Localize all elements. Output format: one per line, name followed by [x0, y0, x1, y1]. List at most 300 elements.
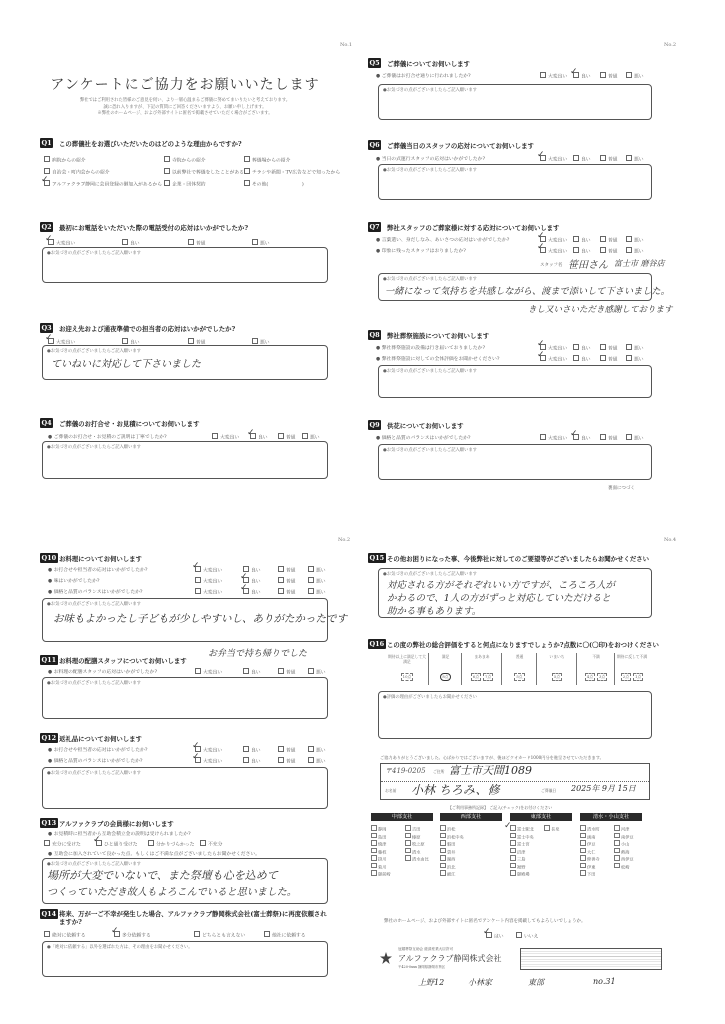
option-label: 悪い: [634, 157, 644, 163]
branch-checkbox[interactable]: 細江: [440, 870, 455, 878]
branch-checkbox[interactable]: 長泉: [544, 825, 559, 833]
score-option[interactable]: 8点: [442, 674, 449, 679]
option-label: 良い: [251, 568, 261, 574]
reason-checkbox[interactable]: [164, 168, 244, 176]
option-label: 分かりづらかった: [156, 842, 195, 848]
comment-box[interactable]: [378, 568, 652, 618]
branch-checkbox[interactable]: 松崎: [614, 863, 629, 871]
rating-checkbox[interactable]: [192, 561, 223, 574]
rating-checkbox[interactable]: [540, 72, 567, 80]
branch-checkbox[interactable]: 磐田: [440, 840, 455, 848]
handwritten-comment: ていねいに対応して下さいました: [51, 359, 201, 370]
branch-header: 中部支社: [371, 813, 433, 821]
comment-box[interactable]: [378, 691, 652, 739]
explanation-checkbox[interactable]: [44, 840, 81, 848]
comment-box-label: ●お気づきの点がございましたらご記入願います: [47, 349, 141, 354]
option-label: 良い: [251, 670, 261, 676]
rating-checkbox[interactable]: [626, 155, 644, 163]
reason-checkbox[interactable]: [164, 180, 206, 188]
score-option[interactable]: 4点: [586, 674, 593, 679]
branch-checkbox[interactable]: 小山: [614, 840, 629, 848]
comment-box[interactable]: [378, 84, 652, 120]
rating-checkbox[interactable]: [247, 428, 268, 441]
score-label: 満足: [441, 654, 450, 659]
question-text: この葬儀社をお選びいただいたのはどのような理由からですか?: [59, 140, 242, 148]
comment-box[interactable]: [42, 941, 328, 977]
branch-checkbox[interactable]: 榛原: [405, 833, 420, 841]
score-option[interactable]: 1点: [635, 674, 642, 679]
option-label: 普通: [608, 74, 618, 80]
check-mark-icon: ✓: [537, 242, 545, 252]
comment-box[interactable]: [378, 365, 652, 398]
score-label: 期待以上に満足して大満足: [388, 654, 426, 664]
branch-checkbox[interactable]: 沼津: [510, 848, 525, 856]
rating-checkbox[interactable]: [537, 150, 568, 163]
rating-checkbox[interactable]: [243, 668, 261, 676]
score-label: 期待に反して不満: [616, 654, 648, 659]
option-label: 企業・団体契約: [172, 182, 206, 188]
rating-checkbox[interactable]: [278, 746, 296, 754]
option-label: 良い: [581, 157, 591, 163]
question-number-badge: Q4: [41, 419, 52, 427]
branch-checkbox[interactable]: 裾野: [510, 863, 525, 871]
rating-checkbox[interactable]: [45, 234, 76, 247]
reason-checkbox[interactable]: [244, 168, 340, 176]
rating-checkbox[interactable]: [626, 344, 644, 352]
rating-checkbox[interactable]: [195, 588, 222, 596]
company-address: 〒420-0xxx 静岡県静岡市葵区: [398, 965, 446, 969]
check-mark-icon: ✓: [537, 350, 545, 360]
option-label: 悪い: [316, 590, 326, 596]
intro-text: 誠に恐れ入りますが、下記の質問にご回答くださいますよう、お願い申し上げます。: [103, 104, 267, 110]
branch-checkbox[interactable]: 下田: [580, 870, 595, 878]
explanation-checkbox[interactable]: [93, 835, 138, 848]
option-label: 以前弊社で葬儀をしたことがある: [172, 170, 244, 176]
check-mark-icon: ✓: [240, 572, 248, 582]
rating-checkbox[interactable]: [192, 752, 223, 765]
rating-checkbox[interactable]: [212, 433, 239, 441]
branch-checkbox[interactable]: 浜松中央: [440, 833, 464, 841]
handwritten-comment: 場所が大変でいないで、また祭壇も心を込めて: [47, 869, 278, 882]
survey-title: アンケートにご協力をお願いいたします: [50, 77, 320, 93]
question-text: 返礼品についてお伺いします: [59, 735, 142, 743]
handwritten-comment: つくっていただき故人もよろこんでいると思いました。: [47, 887, 297, 898]
company-sub: 冠婚葬祭互助会 経済産業大臣許可: [398, 947, 454, 951]
score-column: [614, 653, 649, 685]
rating-checkbox[interactable]: [570, 67, 591, 80]
branch-checkbox[interactable]: 伊東: [580, 863, 595, 871]
branch-header: 東部支社: [510, 813, 572, 821]
branch-checkbox[interactable]: 南伊豆: [614, 833, 634, 841]
comment-box[interactable]: [42, 598, 347, 642]
comment-box-label: ●お気づきの点がございましたらご記入願います: [383, 448, 477, 453]
rating-checkbox[interactable]: [600, 344, 618, 352]
question-row-label: ● 言葉遣い、身だしなみ、あいさつの応対はいかがでしたか?: [376, 238, 510, 243]
reason-checkbox[interactable]: [164, 156, 206, 164]
option-label: 大変良い: [203, 670, 223, 676]
page-number: No.2: [338, 537, 351, 543]
option-label: 良い: [251, 590, 261, 596]
reorder-checkbox[interactable]: [264, 931, 306, 939]
question-number-badge: Q16: [369, 640, 385, 648]
comment-box[interactable]: [378, 164, 652, 200]
rating-checkbox[interactable]: [278, 566, 296, 574]
option-label: 良い: [581, 238, 591, 244]
question-row-label: ● 価格と品質のバランスはいかがでしたか?: [376, 436, 471, 441]
reason-checkbox[interactable]: [44, 168, 110, 176]
reason-checkbox[interactable]: [41, 175, 163, 188]
explanation-checkbox[interactable]: [200, 840, 222, 848]
question-text: お料理の配膳スタッフについてお伺いします: [59, 657, 187, 665]
option-label: 多分依頼する: [122, 933, 151, 939]
question-row-label: ● お打合せや担当者の応対はいかがでしたか?: [48, 568, 148, 573]
branch-checkbox[interactable]: 湖西: [440, 855, 455, 863]
branch-checkbox[interactable]: 西伊豆: [614, 855, 634, 863]
question-number-badge: Q13: [41, 819, 57, 827]
rating-checkbox[interactable]: [600, 247, 618, 255]
address-box[interactable]: [380, 763, 650, 800]
comment-box[interactable]: [42, 677, 328, 719]
consent-question: 弊社のホームページ、および外部サイトに匿名でアンケート内容を掲載してもよろしいでしょうか。: [384, 919, 586, 924]
question-row-label: ● 価格と品質のバランスはいかがでしたか?: [48, 590, 143, 595]
score-column: [536, 653, 577, 685]
handwritten-comment: 助かる事もあります。: [387, 606, 482, 617]
score-option[interactable]: 5点: [516, 674, 523, 679]
option-label: 普通: [608, 357, 618, 363]
reason-checkbox[interactable]: [244, 180, 304, 188]
rating-checkbox[interactable]: [626, 72, 644, 80]
option-label: 絶対に依頼する: [52, 933, 86, 939]
branch-checkbox[interactable]: 富士宮: [510, 840, 530, 848]
option-label: 病院からの紹介: [52, 158, 86, 164]
question-number-badge: Q9: [369, 421, 380, 429]
option-label: 普通: [608, 346, 618, 352]
option-label: 悪い: [260, 241, 270, 247]
rating-checkbox[interactable]: [308, 588, 326, 596]
question-row-label: ● ご葬儀はお打合せ通りに行われましたか?: [376, 74, 471, 79]
option-label: 良い: [581, 346, 591, 352]
branch-checkbox[interactable]: 牧之原: [405, 840, 425, 848]
branch-checkbox[interactable]: 静岡: [371, 825, 386, 833]
rating-checkbox[interactable]: [573, 236, 591, 244]
option-label: 悪い: [316, 670, 326, 676]
handwritten-comment: かわるので、1人の方がずっと対応していただけると: [387, 593, 611, 604]
comment-box-label: ●お気づきの点がございましたらご記入願います: [383, 369, 477, 374]
score-option[interactable]: 7点: [485, 674, 492, 679]
rating-checkbox[interactable]: [195, 577, 222, 585]
option-label: 良い: [130, 340, 140, 346]
postal-code: 〒419-0205: [385, 767, 426, 775]
comment-box[interactable]: [42, 858, 328, 904]
question-row-label: ● 当日の式運行スタッフの応対はいかがでしたか?: [376, 157, 486, 162]
rating-checkbox[interactable]: [240, 583, 261, 596]
rating-checkbox[interactable]: [600, 355, 618, 363]
option-label: ひと通り受けた: [104, 842, 138, 848]
comment-box-label: ●お気づきの点がございましたらご記入願います: [383, 277, 477, 282]
branch-checkbox[interactable]: 清水由比: [405, 855, 429, 863]
name-label: お名前: [385, 788, 397, 793]
rating-checkbox[interactable]: [252, 239, 270, 247]
branch-checkbox[interactable]: 浜北: [440, 863, 455, 871]
rating-checkbox[interactable]: [537, 350, 568, 363]
handwritten-name: 小林 ちろみ、修: [411, 783, 500, 797]
branch-checkbox[interactable]: 伊豆: [580, 840, 595, 848]
branch-checkbox[interactable]: 浜松: [440, 825, 455, 833]
option-label: 大変良い: [203, 590, 223, 596]
option-label: 良い: [581, 74, 591, 80]
rating-checkbox[interactable]: [573, 355, 591, 363]
check-mark-icon: ✓: [247, 428, 255, 438]
rating-checkbox[interactable]: [626, 247, 644, 255]
rating-checkbox[interactable]: [573, 247, 591, 255]
rating-checkbox[interactable]: [308, 566, 326, 574]
survey-page-4: [368, 535, 677, 1015]
question-row-label: ● 印象に残ったスタッフはおりましたか?: [376, 249, 466, 254]
comment-box[interactable]: [42, 247, 328, 283]
branch-checkbox[interactable]: 富士駅北: [510, 825, 534, 833]
option-label: 良い: [581, 436, 591, 442]
handwritten-date: 2025年 9月 15日: [571, 784, 636, 793]
option-label: 大変良い: [203, 759, 223, 765]
score-option[interactable]: 3点: [599, 674, 606, 679]
check-mark-icon: ✓: [483, 927, 491, 937]
question-text: 弊社スタッフのご葬家様に対する応対についてお伺いします: [387, 224, 560, 232]
rating-checkbox[interactable]: [188, 239, 206, 247]
comment-box[interactable]: [42, 345, 328, 380]
comment-box-label: ●お気づきの点がございましたらご記入願います: [383, 168, 477, 173]
option-label: 普通: [608, 249, 618, 255]
rating-checkbox[interactable]: [278, 433, 296, 441]
comment-box-label: ●お気づきの点がございましたらご記入願います: [383, 88, 477, 93]
option-label: 大変良い: [203, 579, 223, 585]
branch-checkbox[interactable]: 袋井: [440, 848, 455, 856]
comment-box[interactable]: [378, 273, 670, 301]
question-number-badge: Q15: [369, 554, 385, 562]
comment-box-label: ●お気づきの点がございましたらご記入願います: [47, 771, 141, 776]
question-number-badge: Q3: [41, 324, 52, 332]
rating-checkbox[interactable]: [626, 434, 644, 442]
comment-box-label: ●お気づきの点がございましたらご記入願います: [47, 445, 141, 450]
comment-box-label: ●お気づきの点がございましたらご記入願います: [47, 251, 141, 256]
rating-checkbox[interactable]: [600, 236, 618, 244]
option-label: 普通: [286, 568, 296, 574]
check-mark-icon: ✓: [111, 926, 119, 936]
score-option[interactable]: 2点: [622, 674, 629, 679]
survey-page-2: [368, 40, 677, 520]
continue-note: 裏面につづく: [608, 486, 635, 491]
question-row-label: ● ご葬儀のお打合せ・お見積のご説明は丁寧でしたか?: [48, 435, 167, 440]
rating-checkbox[interactable]: [195, 668, 222, 676]
rating-checkbox[interactable]: [278, 757, 296, 765]
branch-checkbox[interactable]: 河津: [614, 825, 629, 833]
option-label: 他社に依頼する: [272, 933, 306, 939]
question-number-badge: Q12: [41, 734, 57, 742]
option-label: 大変良い: [548, 238, 568, 244]
reorder-checkbox[interactable]: [111, 926, 151, 939]
option-label: 普通: [286, 435, 296, 441]
rating-checkbox[interactable]: [600, 155, 618, 163]
check-mark-icon: ✓: [504, 821, 512, 831]
branch-checkbox[interactable]: 三島: [510, 855, 525, 863]
handwritten-footer-note: 小林家: [468, 978, 492, 987]
option-label: 悪い: [634, 357, 644, 363]
option-label: 大変良い: [548, 346, 568, 352]
check-mark-icon: ✓: [537, 150, 545, 160]
page-number: No.1: [340, 42, 353, 48]
score-column: [461, 653, 502, 685]
funeral-date-label: ご葬儀日: [541, 788, 557, 793]
branch-checkbox[interactable]: 大仁: [580, 848, 595, 856]
score-column: [386, 653, 428, 685]
rating-checkbox[interactable]: [600, 434, 618, 442]
branch-checkbox[interactable]: 菊川: [371, 863, 386, 871]
score-label: いまいち: [549, 654, 565, 659]
option-label: 大変良い: [548, 357, 568, 363]
branch-checkbox[interactable]: 藤枝: [371, 848, 386, 856]
branch-checkbox[interactable]: 清水: [405, 848, 420, 856]
check-mark-icon: ✓: [192, 741, 200, 751]
score-option[interactable]: 6点: [472, 674, 479, 679]
question-text: 供花についてお伺いします: [387, 422, 464, 430]
option-label: 大変良い: [548, 74, 568, 80]
check-mark-icon: ✓: [45, 333, 53, 343]
rating-checkbox[interactable]: [626, 355, 644, 363]
option-label: 悪い: [316, 579, 326, 585]
option-label: 充分に受けた: [52, 842, 81, 848]
explanation-checkbox[interactable]: [148, 840, 194, 848]
option-label: 大変良い: [220, 435, 240, 441]
branch-checkbox[interactable]: 御前崎: [371, 870, 391, 878]
option-label: 良い: [581, 357, 591, 363]
branch-checkbox[interactable]: 函南: [580, 833, 595, 841]
handwritten-staff-hall: 富士市 磨谷店: [614, 259, 665, 268]
check-mark-icon: ✓: [570, 429, 578, 439]
rating-checkbox[interactable]: [540, 434, 567, 442]
question-text: お料理についてお伺いします: [59, 555, 142, 563]
rating-checkbox[interactable]: [308, 757, 326, 765]
rating-checkbox[interactable]: [243, 746, 261, 754]
rating-checkbox[interactable]: [308, 668, 326, 676]
check-mark-icon: ✓: [240, 583, 248, 593]
option-label: 大変良い: [548, 157, 568, 163]
option-label: 悪い: [260, 340, 270, 346]
branch-checkbox[interactable]: 富士中央: [510, 833, 534, 841]
reorder-checkbox[interactable]: [44, 931, 86, 939]
handwritten-comment: お味もよかったし子どもが少しやすいし、ありがたかったです: [53, 613, 347, 625]
branch-checkbox[interactable]: 吉田: [405, 825, 420, 833]
option-label: 普通: [608, 436, 618, 442]
survey-page-1: [40, 40, 353, 520]
question-text: 将来、万が一ご不幸が発生した場合、アルファクラブ静岡株式会社(富士葬祭)に再度依頼されますか?: [59, 910, 327, 926]
question-text: この度の弊社の総合評価をすると何点になりますでしょうか?点数に〇(〇印)をおつけください: [387, 641, 659, 649]
rating-checkbox[interactable]: [308, 746, 326, 754]
option-label: 悪い: [316, 568, 326, 574]
rating-checkbox[interactable]: [122, 239, 140, 247]
option-label: 大変良い: [203, 568, 223, 574]
branch-checkbox[interactable]: 修善寺: [580, 855, 600, 863]
reason-checkbox[interactable]: [44, 156, 86, 164]
option-label: 不充分: [208, 842, 223, 848]
option-label: 大変良い: [548, 436, 568, 442]
comment-box-label: ●お気づきの点がございましたらご記入願います: [47, 681, 141, 686]
reason-checkbox[interactable]: [244, 156, 290, 164]
question-row-label: ● 互助会に加入されていて良かった点、もしくはご不満な点がございましたらお聞かせください。: [48, 852, 260, 857]
consent-checkbox[interactable]: [483, 927, 504, 940]
branch-checkbox[interactable]: 御殿場: [510, 870, 530, 878]
comment-box[interactable]: [42, 767, 328, 809]
score-label: 普通: [515, 654, 524, 659]
intro-text: 弊社ではご利用された皆様のご意見を伺い、より一層心温まるご葬儀に努めてまいりたいと考えております。: [79, 98, 291, 103]
check-mark-icon: ✓: [41, 175, 49, 185]
branch-checkbox[interactable]: 熱海: [614, 848, 629, 856]
option-label: 葬儀場からの紹介: [252, 158, 291, 164]
branch-checkbox[interactable]: 清水町: [580, 825, 600, 833]
question-text: お迎え先および通夜準備での担当者の応対はいかがでしたか?: [59, 325, 236, 333]
question-row-label: ● お打合せや担当者の応対はいかがでしたか?: [48, 748, 148, 753]
question-text: ご葬儀のお打合せ・お見積についてお伺いします: [59, 420, 200, 428]
comment-box-label: ●「絶対に依頼する」以外を選ばれた方は、その理由をお聞かせください。: [47, 945, 193, 950]
question-text: 最初にお電話をいただいた際の電話受付の応対はいかがでしたか?: [59, 224, 249, 232]
option-label: 大変良い: [548, 249, 568, 255]
rating-checkbox[interactable]: [573, 155, 591, 163]
rating-checkbox[interactable]: [600, 72, 618, 80]
option-label: 良い: [251, 759, 261, 765]
rating-checkbox[interactable]: [573, 344, 591, 352]
company-name: アルファクラブ静岡株式会社: [398, 954, 502, 963]
reorder-checkbox[interactable]: [194, 931, 245, 939]
branch-checkbox[interactable]: 島田: [371, 833, 386, 841]
question-text: アルファクラブの会員様にお伺いします: [59, 820, 174, 828]
rating-checkbox[interactable]: [278, 668, 296, 676]
score-column: [576, 653, 615, 685]
handwritten-comment: 対応される方がそれぞれいい方ですが、ころころ人が: [387, 580, 616, 591]
option-label: 良い: [251, 579, 261, 585]
option-label: 普通: [286, 759, 296, 765]
rating-checkbox[interactable]: [302, 433, 320, 441]
branch-checkbox[interactable]: 焼津: [371, 840, 386, 848]
comment-box[interactable]: [378, 444, 652, 480]
question-text: ご葬儀当日のスタッフの応対についてお伺いします: [387, 142, 534, 150]
rating-checkbox[interactable]: [308, 577, 326, 585]
question-row-label: ● お見積時に担当者から互助会積立金の説明は受けられましたか?: [48, 832, 191, 837]
branch-checkbox[interactable]: 掛川: [371, 855, 386, 863]
page-number: No.2: [664, 42, 677, 48]
score-option[interactable]: 10点: [402, 674, 412, 679]
score-scale-table: [386, 653, 648, 687]
score-option[interactable]: 5点: [553, 674, 561, 679]
comment-box-label: ●お気づきの点がございましたらご記入願います: [47, 862, 141, 867]
option-label: 普通: [286, 748, 296, 754]
handwritten-comment: 一緒になって気持ちを共感しながら、渡まで添いして下さいました。: [385, 286, 670, 297]
option-label: 悪い: [634, 74, 644, 80]
question-number-badge: Q6: [369, 141, 380, 149]
option-label: 普通: [286, 579, 296, 585]
rating-checkbox[interactable]: [278, 577, 296, 585]
option-label: アルファクラブ静岡に会員登録の御加入があるから: [52, 182, 163, 188]
question-number-badge: Q14: [41, 910, 57, 918]
option-label: 悪い: [316, 748, 326, 754]
consent-checkbox[interactable]: [516, 932, 538, 940]
rating-checkbox[interactable]: [278, 588, 296, 596]
rating-checkbox[interactable]: [626, 236, 644, 244]
rating-checkbox[interactable]: [570, 429, 591, 442]
rating-checkbox[interactable]: [243, 757, 261, 765]
thanks-note: ご協力ありがとうございました。心ばかりではございますが、後ほどクオカード1000円分を進呈させていただきます。: [380, 755, 604, 760]
check-mark-icon: ✓: [45, 234, 53, 244]
comment-box[interactable]: [42, 441, 328, 479]
question-number-badge: Q2: [41, 223, 52, 231]
rating-checkbox[interactable]: [537, 242, 568, 255]
